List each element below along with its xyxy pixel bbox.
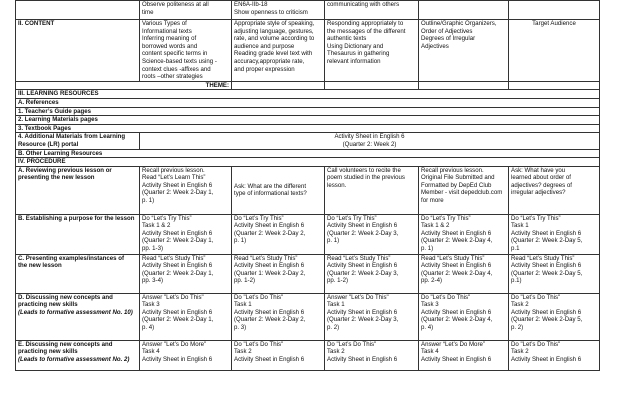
row-label-cell xyxy=(16,340,140,370)
cell-text: Read “Let’s Study This” Activity Sheet in English 6 (Quarter 1: Week 2-Day 2, pp. 1-2) xyxy=(234,254,306,285)
table-cell xyxy=(419,20,509,82)
table-cell xyxy=(325,166,419,214)
cell-text: 2. Learning Materials pages xyxy=(18,116,98,124)
table-cell xyxy=(509,254,600,293)
cell-text: Ask: What have you learned about order of adjectives? degrees of irregular adjectives? xyxy=(511,166,572,197)
cell-text: Ask: What are the different type of informational texts? xyxy=(234,182,307,198)
table-cell xyxy=(232,20,325,82)
cell-subtext: (Leads to formative assessment No. 10) xyxy=(18,308,133,316)
table-row xyxy=(16,20,600,82)
table-cell xyxy=(419,214,509,254)
table-row xyxy=(16,116,600,125)
cell-text: Answer "Let’s Do This" Task 1 Activity Sheet in English 6 (Quarter 2: Week 2-Day 3, p. 2) xyxy=(327,293,399,332)
cell-text: Recall previous lesson. Read “Let’s Learn This” Activity Sheet in English 6 (Quarter 2: Week 2-Day 1, p. 1) xyxy=(142,166,214,205)
row-label-cell xyxy=(16,149,600,158)
cell-text: Do “Let’s Try This” Task 1 Activity Sheet in English 6 (Quarter 2: Week 2-Day 5, p.1 xyxy=(511,214,583,253)
row-label-cell xyxy=(16,98,600,107)
row-label-cell xyxy=(16,133,140,149)
table-cell xyxy=(419,166,509,214)
table-cell xyxy=(325,214,419,254)
table-row xyxy=(16,340,600,370)
table-row xyxy=(16,254,600,293)
cell-subtext: (Leads to formative assessment No. 2) xyxy=(18,355,130,363)
table-cell xyxy=(419,293,509,340)
table-cell xyxy=(140,254,232,293)
cell-text: Do "Let’s Do This" Task 1 Activity Sheet in English 6 (Quarter 2: Week 2-Day 2, p. 3) xyxy=(234,293,306,332)
table-row xyxy=(16,293,600,340)
cell-text: A. References xyxy=(18,98,59,106)
table-cell xyxy=(140,1,232,20)
table-row xyxy=(16,81,600,90)
table-cell xyxy=(232,254,325,293)
cell-text: Read “Let’s Study This” Activity Sheet in English 6 (Quarter 2: Week 2-Day 5, p.1) xyxy=(511,254,583,285)
cell-text: Responding appropriately to the messages of the different authentic texts Using Dictionary and Thesaurus in gathering relevant information xyxy=(327,20,406,65)
cell-text: Recall previous lesson. Original File Submitted and Formatted by DepEd Club Member - visit depedclub.com for more xyxy=(421,166,503,205)
cell-text: EN6A-IIb-18 Show openness to criticism xyxy=(234,1,308,16)
row-label-cell xyxy=(16,20,140,82)
table-cell xyxy=(232,293,325,340)
cell-text: 3. Textbook Pages xyxy=(18,124,72,132)
table-cell xyxy=(232,340,325,370)
row-label-cell xyxy=(16,124,600,133)
cell-text: C. Presenting examples/instances of the new lesson xyxy=(18,254,125,270)
cell-text: Target Audience xyxy=(532,20,576,27)
table-row xyxy=(16,98,600,107)
cell-text: B. Other Learning Resources xyxy=(18,149,103,157)
table-cell xyxy=(232,166,325,214)
cell-text: Do "Let’s Do This" Task 2 Activity Sheet in English 6 (Quarter 2: Week 2-Day 5, p. 2) xyxy=(511,293,583,332)
table-row xyxy=(16,214,600,254)
table-row xyxy=(16,124,600,133)
table-cell xyxy=(325,81,419,90)
table-cell xyxy=(325,340,419,370)
row-label-cell xyxy=(16,81,232,90)
row-label-cell xyxy=(16,90,600,99)
table-row xyxy=(16,133,600,149)
cell-text: Do “Let’s Try This” Task 1 & 2 Activity Sheet in English 6 (Quarter 2: Week 2-Day 1, pp. 1-3) xyxy=(142,214,214,253)
table-cell xyxy=(140,214,232,254)
cell-text: communicating with others xyxy=(327,1,400,8)
table-cell xyxy=(419,254,509,293)
cell-text: 4. Additional Materials from Learning Resource (LR) portal xyxy=(18,133,126,148)
table-cell xyxy=(509,214,600,254)
cell-text: Call volunteers to recite the poem studied in the previous lesson. xyxy=(327,166,405,189)
table-cell xyxy=(325,1,419,20)
cell-text: Read “Let’s Study This” Activity Sheet in English 6 (Quarter 2: Week 2-Day 4, pp. 2-4) xyxy=(421,254,493,285)
cell-text: Answer "Let’s Do This" Task 3 Activity Sheet in English 6 (Quarter 2: Week 2-Day 1, p. 4) xyxy=(142,293,214,332)
cell-text: A. Reviewing previous lesson or presenting the new lesson xyxy=(18,166,112,182)
table-cell xyxy=(325,293,419,340)
table-cell xyxy=(232,214,325,254)
table-cell xyxy=(232,1,325,20)
row-label-cell xyxy=(16,107,600,116)
table-cell xyxy=(509,293,600,340)
table-cell xyxy=(140,20,232,82)
cell-text: THEME: xyxy=(205,81,229,89)
table-cell xyxy=(509,1,600,20)
table-row xyxy=(16,1,600,20)
row-label-cell xyxy=(16,214,140,254)
table-cell xyxy=(325,254,419,293)
table-row xyxy=(16,107,600,116)
cell-text: Do “Let’s Try This” Activity Sheet in English 6 (Quarter 2: Week 2-Day 3, p. 1) xyxy=(327,214,399,245)
table-row xyxy=(16,149,600,158)
table-cell xyxy=(140,133,600,149)
cell-text: Do "Let’s Do This" Task 2 Activity Sheet in English 6 xyxy=(327,340,398,363)
cell-text: II. CONTENT xyxy=(18,20,55,27)
cell-text: Answer “Let’s Do More” Task 4 Activity Sheet in English 6 xyxy=(421,340,492,363)
cell-text: D. Discussing new concepts and practicing new skills xyxy=(18,293,113,309)
table-cell xyxy=(232,81,325,90)
table-cell xyxy=(419,1,509,20)
cell-text: Do “Let’s Try This” Task 1 & 2 Activity Sheet in English 6 (Quarter 2: Week 2-Day 4, p. 1) xyxy=(421,214,493,253)
table-cell xyxy=(140,340,232,370)
table-cell xyxy=(509,166,600,214)
cell-text: Answer "Let’s Do More" Task 4 Activity Sheet in English 6 xyxy=(142,340,213,363)
cell-text: Outline/Graphic Organizers, Order of Adjectives Degrees of Irregular Adjectives xyxy=(421,20,497,50)
table-cell xyxy=(140,293,232,340)
cell-text: 1. Teacher’s Guide pages xyxy=(18,107,92,115)
table-cell xyxy=(419,81,509,90)
row-label-cell xyxy=(16,166,140,214)
table-row xyxy=(16,166,600,214)
cell-text: III. LEARNING RESOURCES xyxy=(18,90,99,98)
row-label-cell xyxy=(16,116,600,125)
cell-text: Read “Let’s Study This” Activity Sheet in English 6 (Quarter 2: Week 2-Day 3, pp. 1-2) xyxy=(327,254,399,285)
row-label-cell xyxy=(16,293,140,340)
cell-text: Read “Let’s Study This” Activity Sheet in English 6 (Quarter 2: Week 2-Day 1, pp. 3-4) xyxy=(142,254,214,285)
table-cell xyxy=(509,20,600,82)
cell-text: Observe politeness at all time xyxy=(142,1,209,16)
table-row xyxy=(16,158,600,167)
table-cell xyxy=(509,340,600,370)
cell-text: Activity Sheet in English 6 (Quarter 2: Week 2) xyxy=(334,133,405,148)
table-cell xyxy=(419,340,509,370)
cell-text: Various Types of Informational texts Inferring meaning of borrowed words and content specific terms in Science-based texts using - context clues -affixes and roots –other strategies xyxy=(142,20,217,81)
cell-text: Appropriate style of speaking, adjusting language, gestures, rate, and volume according to audience and purpose Reading grade level text with accuracy,appropriate rate, and proper expression xyxy=(234,20,315,73)
cell-text: Do "Let’s Do This" Task 3 Activity Sheet in English 6 (Quarter 2: Week 2-Day 4, p. 4) xyxy=(421,293,493,332)
cell-text: Do "Let’s Do This" Task 2 Activity Sheet in English 6 xyxy=(234,340,305,363)
row-label-cell xyxy=(16,254,140,293)
cell-text: IV. PROCEDURE xyxy=(18,158,66,166)
table-row xyxy=(16,90,600,99)
cell-text: B. Establishing a purpose for the lesson xyxy=(18,214,135,222)
cell-text: Do “Let’s Try This” Activity Sheet in English 6 (Quarter 2: Week 2-Day 2, p. 1) xyxy=(234,214,306,245)
lesson-plan-table xyxy=(15,0,600,371)
table-cell xyxy=(140,166,232,214)
table-cell xyxy=(325,20,419,82)
cell-text: Do "Let’s Do This" Task 2 Activity Sheet in English 6 xyxy=(511,340,582,363)
table-cell xyxy=(509,81,600,90)
row-label-cell xyxy=(16,158,600,167)
cell-text: E. Discussing new concepts and practicing new skills xyxy=(18,340,113,356)
row-label-cell xyxy=(16,1,140,20)
